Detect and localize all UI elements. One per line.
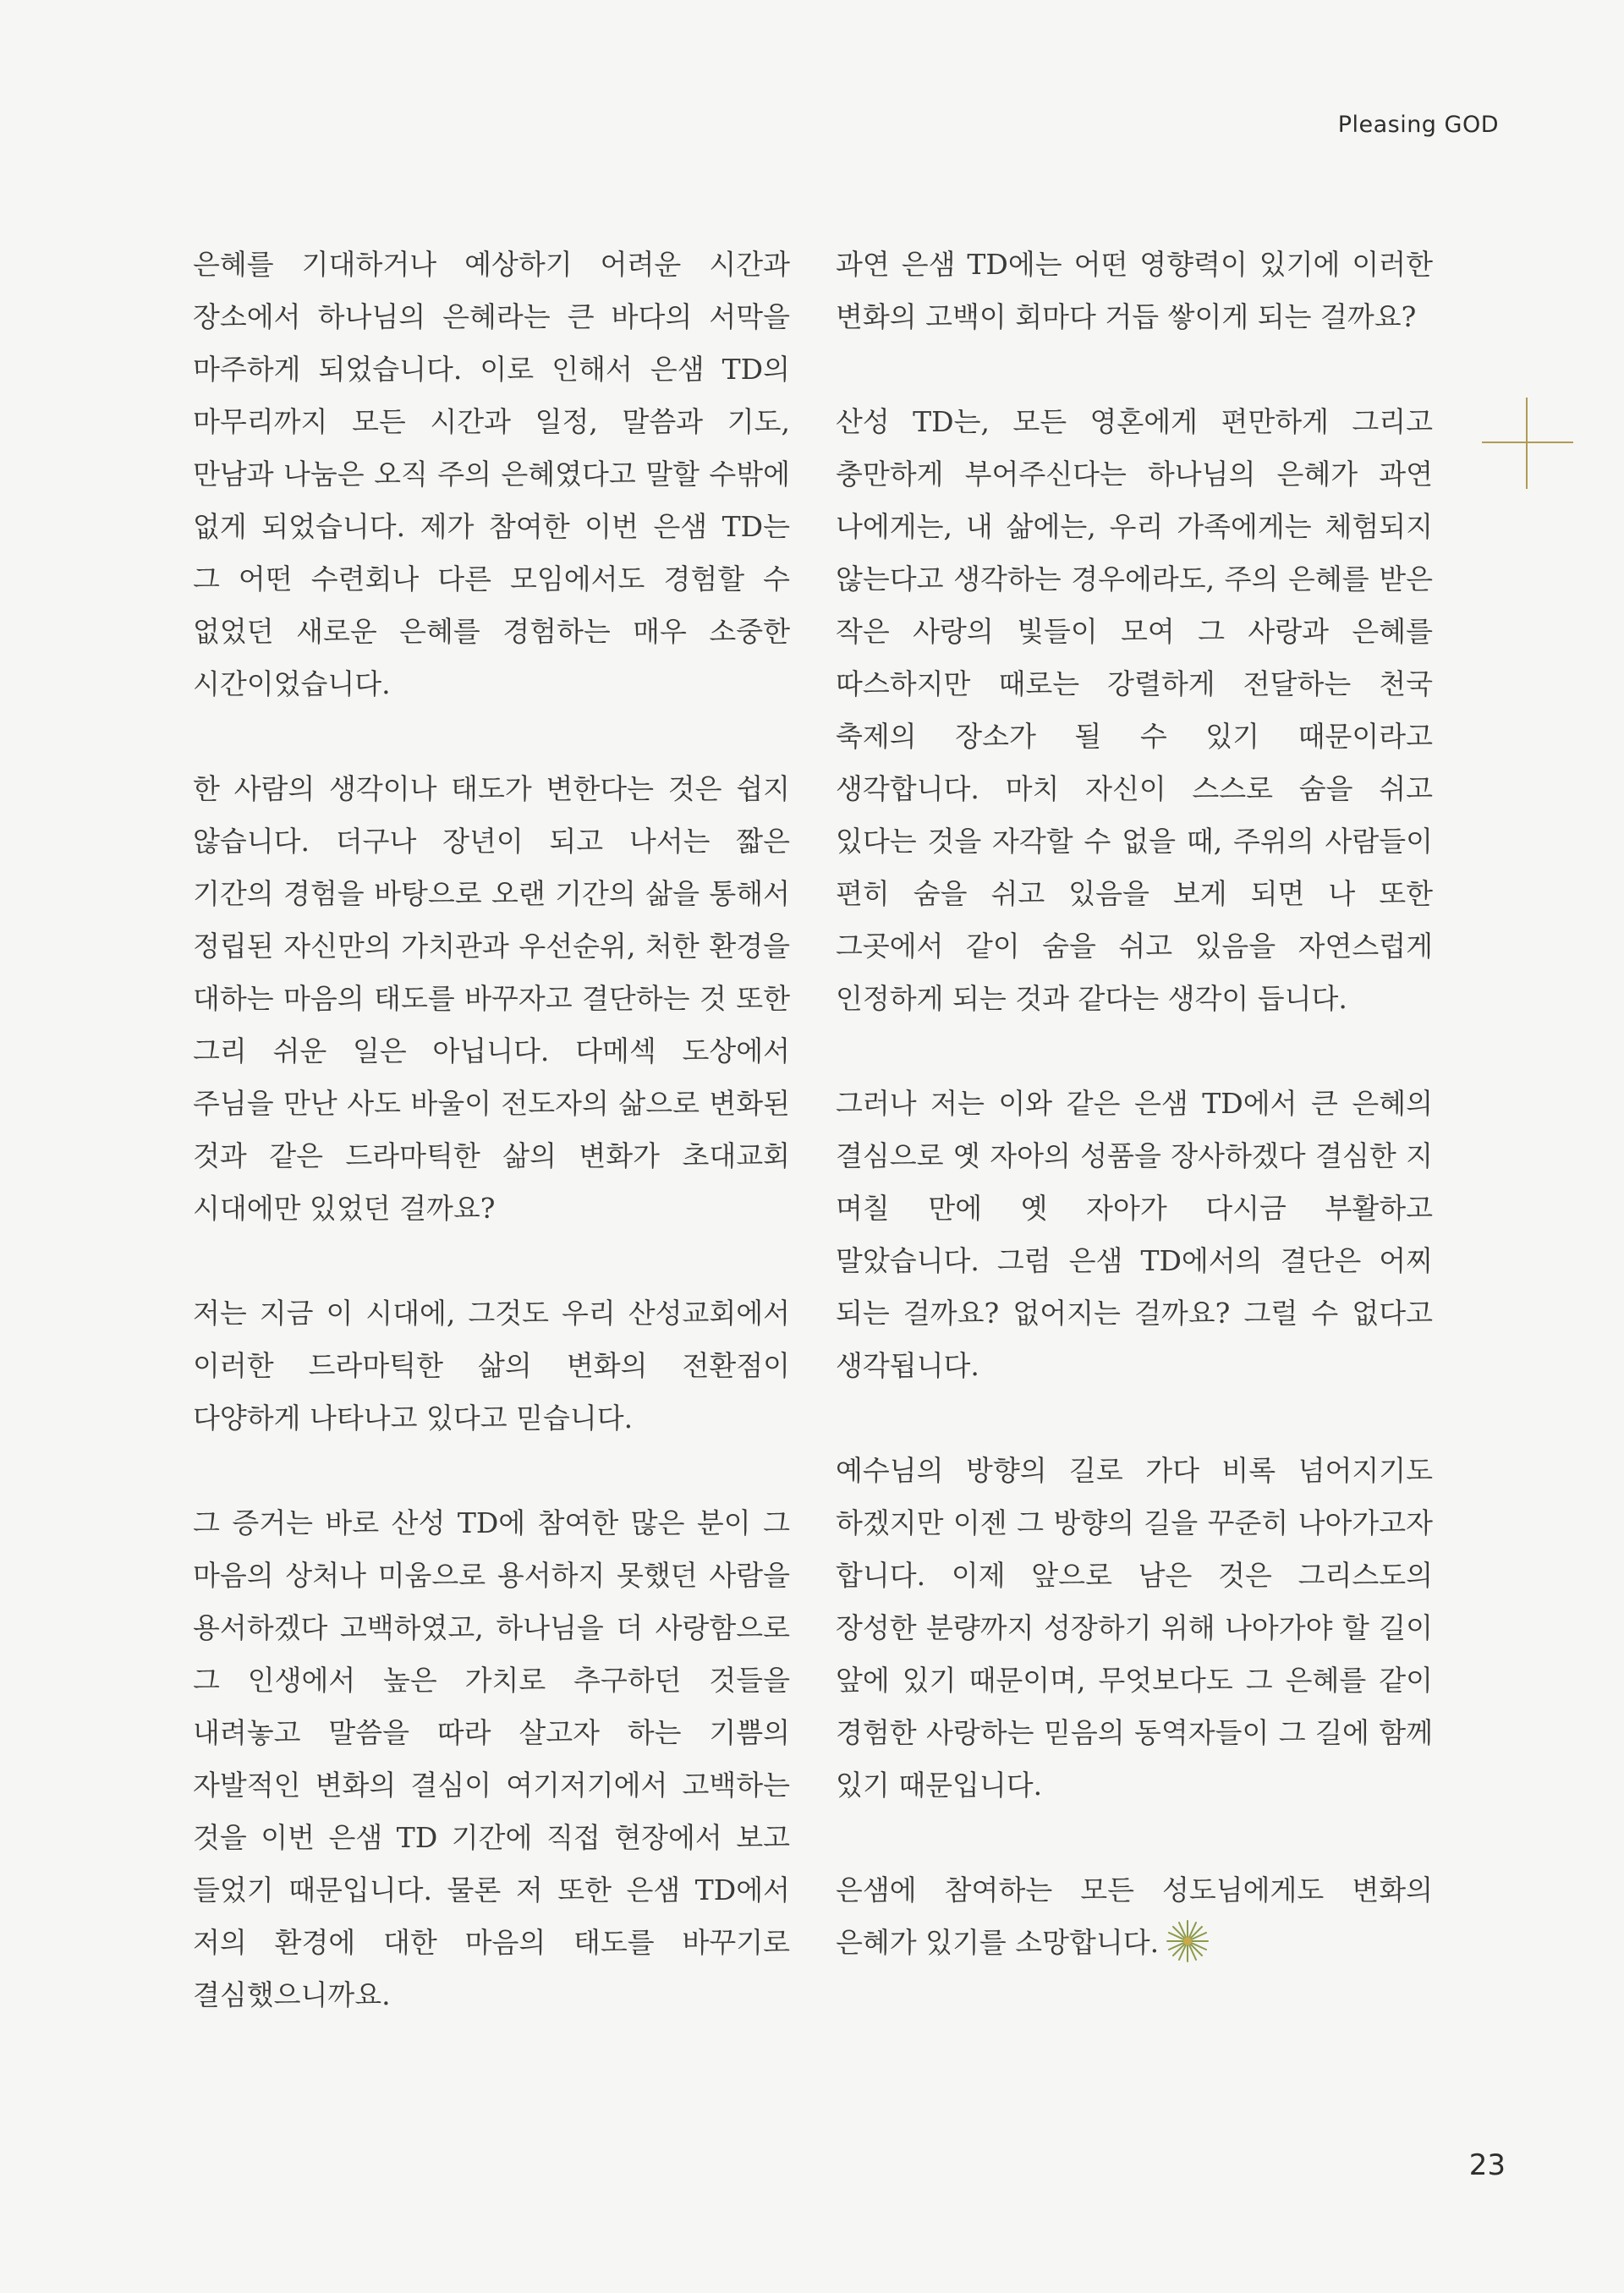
cross-ornament-horizontal-line — [1482, 442, 1573, 443]
left-paragraph-3: 저는 지금 이 시대에, 그것도 우리 산성교회에서 이러한 드라마틱한 삶의 변화의 전환점이 다양하게 나타나고 있다고 믿습니다. — [193, 1297, 790, 1434]
right-text-column — [836, 239, 1433, 1969]
left-text-column — [193, 239, 790, 2021]
sparkle-icon — [1164, 1917, 1211, 1965]
right-paragraph-2: 산성 TD는, 모든 영혼에게 편만하게 그리고 충만하게 부어주신다는 하나님의 은혜가 과연 나에게는, 내 삶에는, 우리 가족에게는 체험되지 않는다고 생각하는 경우에라도, 주의 은혜를 받은 작은 사랑의 빛들이 모여 그 사랑과 은혜를 따스하지만 때로는 강렬하게 전달하는 천국 축제의 장소가 될 수 있기 때문이라고 생각합니다. 마치 자신이 스스로 숨을 쉬고 있다는 것을 자각할 수 없을 때, 주위의 사람들이 편히 숨을 쉬고 있음을 보게 되면 나 또한 그곳에서 같이 숨을 쉬고 있음을 자연스럽게 인정하게 되는 것과 같다는 생각이 듭니다. — [836, 405, 1433, 1015]
right-paragraph-5 — [836, 1864, 1433, 1969]
left-paragraph-4: 그 증거는 바로 산성 TD에 참여한 많은 분이 그 마음의 상처나 미움으로 용서하지 못했던 사람을 용서하겠다 고백하였고, 하나님을 더 사랑함으로 그 인생에서 높은 가치로 추구하던 것들을 내려놓고 말씀을 따라 살고자 하는 기쁨의 자발적인 변화의 결심이 여기저기에서 고백하는 것을 이번 은샘 TD 기간에 직접 현장에서 보고 들었기 때문입니다. 물론 저 또한 은샘 TD에서 저의 환경에 대한 마음의 태도를 바꾸기로 결심했으니까요. — [193, 1506, 790, 2011]
page-header-label: Pleasing GOD — [1337, 112, 1499, 138]
left-paragraph-2: 한 사람의 생각이나 태도가 변한다는 것은 쉽지 않습니다. 더구나 장년이 되고 나서는 짧은 기간의 경험을 바탕으로 오랜 기간의 삶을 통해서 정립된 자신만의 가치관과 우선순위, 처한 환경을 대하는 마음의 태도를 바꾸자고 결단하는 것 또한 그리 쉬운 일은 아닙니다. 다메섹 도상에서 주님을 만난 사도 바울이 전도자의 삶으로 변화된 것과 같은 드라마틱한 삶의 변화가 초대교회 시대에만 있었던 걸까요? — [193, 772, 790, 1225]
cross-ornament-icon — [1482, 398, 1573, 489]
left-paragraph-1: 은혜를 기대하거나 예상하기 어려운 시간과 장소에서 하나님의 은혜라는 큰 바다의 서막을 마주하게 되었습니다. 이로 인해서 은샘 TD의 마무리까지 모든 시간과 일정, 말씀과 기도, 만남과 나눔은 오직 주의 은혜였다고 말할 수밖에 없게 되었습니다. 제가 참여한 이번 은샘 TD는 그 어떤 수련회나 다른 모임에서도 경험할 수 없었던 새로운 은혜를 경험하는 매우 소중한 시간이었습니다. — [193, 248, 790, 700]
cross-ornament-vertical-line — [1526, 398, 1528, 489]
closing-sentence: 은샘에 참여하는 모든 성도님에게도 변화의 은혜가 있기를 소망합니다. — [836, 1873, 1433, 1959]
right-paragraph-1: 과연 은샘 TD에는 어떤 영향력이 있기에 이러한 변화의 고백이 회마다 거듭 쌓이게 되는 걸까요? — [836, 248, 1433, 333]
page-number: 23 — [1468, 2148, 1506, 2182]
right-paragraph-4: 예수님의 방향의 길로 가다 비록 넘어지기도 하겠지만 이젠 그 방향의 길을 꾸준히 나아가고자 합니다. 이제 앞으로 남은 것은 그리스도의 장성한 분량까지 성장하기 위해 나아가야 할 길이 앞에 있기 때문이며, 무엇보다도 그 은혜를 같이 경험한 사랑하는 믿음의 동역자들이 그 길에 함께 있기 때문입니다. — [836, 1454, 1433, 1802]
right-paragraph-3: 그러나 저는 이와 같은 은샘 TD에서 큰 은혜의 결심으로 옛 자아의 성품을 장사하겠다 결심한 지 며칠 만에 옛 자아가 다시금 부활하고 말았습니다. 그럼 은샘 TD에서의 결단은 어찌 되는 걸까요? 없어지는 걸까요? 그럴 수 없다고 생각됩니다. — [836, 1087, 1433, 1382]
